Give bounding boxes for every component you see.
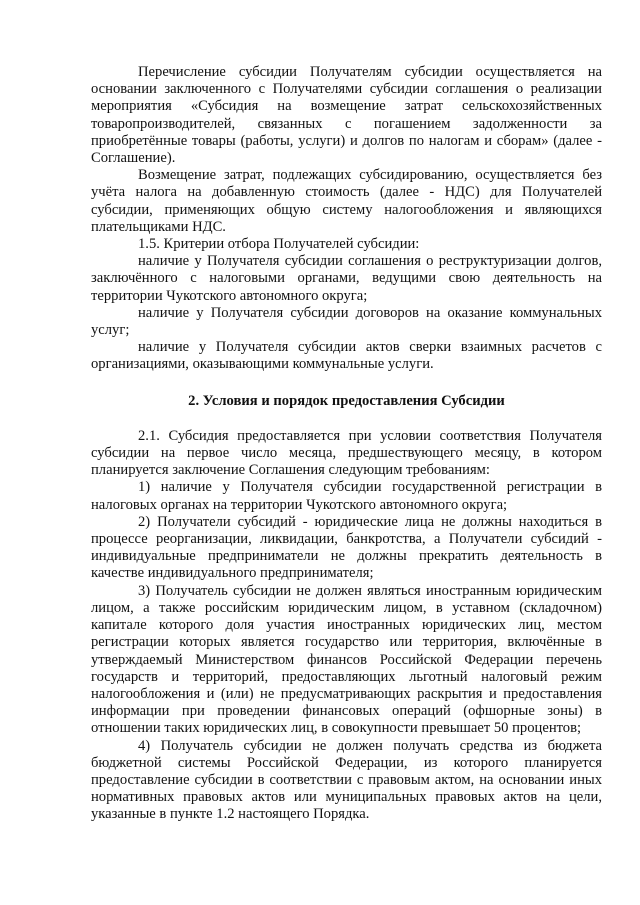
section-heading: 2. Условия и порядок предоставления Субсидии (188, 392, 505, 409)
paragraph-vat-exclusion: Возмещение затрат, подлежащих субсидированию, осуществляется без учёта налога на добавленную стоимость (далее - НДС) для Получателей субсидии, применяющих общую систему налогообложения и являющихся плательщиками НДС. (91, 167, 602, 235)
paragraph-2-1: 2.1. Субсидия предоставляется при условии соответствия Получателя субсидии на первое число месяца, предшествующего месяцу, в котором планируется заключение Соглашения следующим требованиям: (91, 427, 602, 479)
paragraph-criterion-restructuring: наличие у Получателя субсидии соглашения о реструктуризации долгов, заключённого с налоговыми органами, ведущими свою деятельность на территории Чукотского автономного округа; (91, 253, 602, 304)
paragraph-requirement-3: 3) Получатель субсидии не должен являться иностранным юридическим лицом, а также российским юридическим лицом, в уставном (складочном) капитале которого доля участия иностранных юридических лиц, местом регистрации которых является государство или территория, включённые в утверждаемый Министерством финансов Российской Федерации перечень государств и территорий, предоставляющих льготный налоговый режим налогообложения и (или) не предусматривающих раскрытия и предоставления информации при проведении финансовых операций (офшорные зоны) в отношении таких юридических лиц, в совокупности превышает 50 процентов; (91, 582, 602, 737)
paragraph-requirement-4: 4) Получатель субсидии не должен получать средства из бюджета бюджетной системы Российской Федерации, из которого планируется предоставление субсидии в соответствии с правовым актом, на основании иных нормативных правовых актов или муниципальных правовых актов на цели, указанные в пункте 1.2 настоящего Порядка. (91, 737, 602, 823)
paragraph-subsidy-transfer: Перечисление субсидии Получателям субсидии осуществляется на основании заключенного с Получателями субсидии соглашения о реализации мероприятия «Субсидия на возмещение затрат сельскохозяйственных товаропроизводителей, связанных с погашением задолженности за приобретённые товары (работы, услуги) и долгов по налогам и сборам» (далее - Соглашение). (91, 64, 602, 167)
paragraph-criterion-utility-contracts: наличие у Получателя субсидии договоров на оказание коммунальных услуг; (91, 304, 602, 339)
paragraph-requirement-1: 1) наличие у Получателя субсидии государственной регистрации в налоговых органах на территории Чукотского автономного округа; (91, 479, 602, 513)
paragraph-requirement-2: 2) Получатели субсидий - юридические лица не должны находиться в процессе реорганизации, ликвидации, банкротства, а Получатели субсидий - индивидуальные предприниматели не должны прекратить деятельность в качестве индивидуального предпринимателя; (91, 513, 602, 582)
document-body (91, 64, 602, 824)
paragraph-criterion-reconciliation: наличие у Получателя субсидии актов сверки взаимных расчетов с организациями, оказывающими коммунальные услуги. (91, 339, 602, 373)
paragraph-criteria-title: 1.5. Критерии отбора Получателей субсидии: (138, 236, 420, 253)
